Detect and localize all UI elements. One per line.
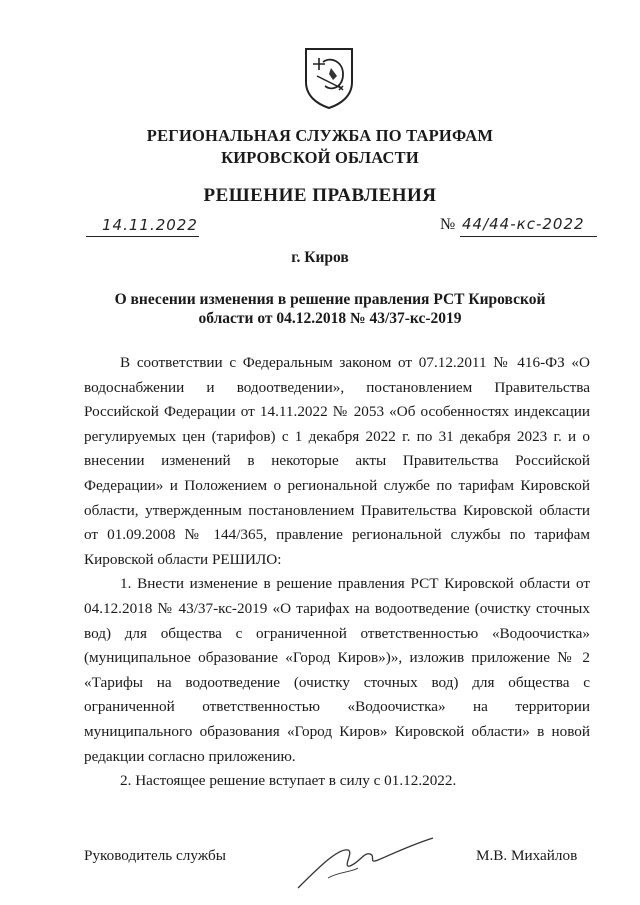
decision-date: 14.11.2022 [102, 216, 198, 234]
subject-line1: О внесении изменения в решение правления РСТ Кировской [114, 291, 546, 308]
number-label: № [440, 216, 456, 233]
number-underline [460, 236, 597, 237]
preamble-paragraph: В соответствии с Федеральным законом от 07.12.2011 № 416-ФЗ «О водоснабжении и водоотведении», постановлением Правительства Российской Федерации от 14.11.2022 № 2053 «Об особенностях индексации регулируемых цен (тарифов) с 1 декабря 2022 г. по 31 декабря 2023 г. и о внесении изменений в некоторые акты Правительства Российской Федерации» и Положением о региональной службе по тарифам Кировской области, утвержденным постановлением Правительства Кировской области от 01.09.2008 № 144/365, правление региональной службы по тарифам Кировской области РЕШИЛО: [84, 354, 590, 568]
subject-line2: области от 04.12.2018 № 43/37-кс-2019 [198, 310, 462, 327]
city: г. Киров [291, 249, 349, 266]
document-title: РЕШЕНИЕ ПРАВЛЕНИЯ [203, 185, 437, 206]
decision-number: 44/44-кс-2022 [462, 215, 585, 233]
org-name-line2: КИРОВСКОЙ ОБЛАСТИ [221, 148, 419, 167]
coat-of-arms-icon [303, 46, 355, 110]
signer-name: М.В. Михайлов [476, 847, 578, 864]
handwritten-signature-icon [288, 828, 438, 898]
signer-role: Руководитель службы [84, 847, 226, 864]
item-1-paragraph: 1. Внести изменение в решение правления РСТ Кировской области от 04.12.2018 № 43/37-кс-2019 «О тарифах на водоотведение (очистку сточных вод) для общества с ограниченной ответственностью «Водоочистка» (муниципальное образование «Город Киров»)», изложив приложение № 2 «Тарифы на водоотведение (очистку сточных вод) для общества с ограниченной ответственностью «Водоочистка» на территории муниципального образования «Город Киров» Кировской области» в новой редакции согласно приложению. [84, 575, 590, 765]
item-2-paragraph: 2. Настоящее решение вступает в силу с 01.12.2022. [120, 772, 457, 790]
decision-subject [110, 290, 550, 328]
date-underline [86, 236, 199, 237]
decision-body [84, 351, 590, 794]
org-name-line1: РЕГИОНАЛЬНАЯ СЛУЖБА ПО ТАРИФАМ [146, 126, 494, 145]
